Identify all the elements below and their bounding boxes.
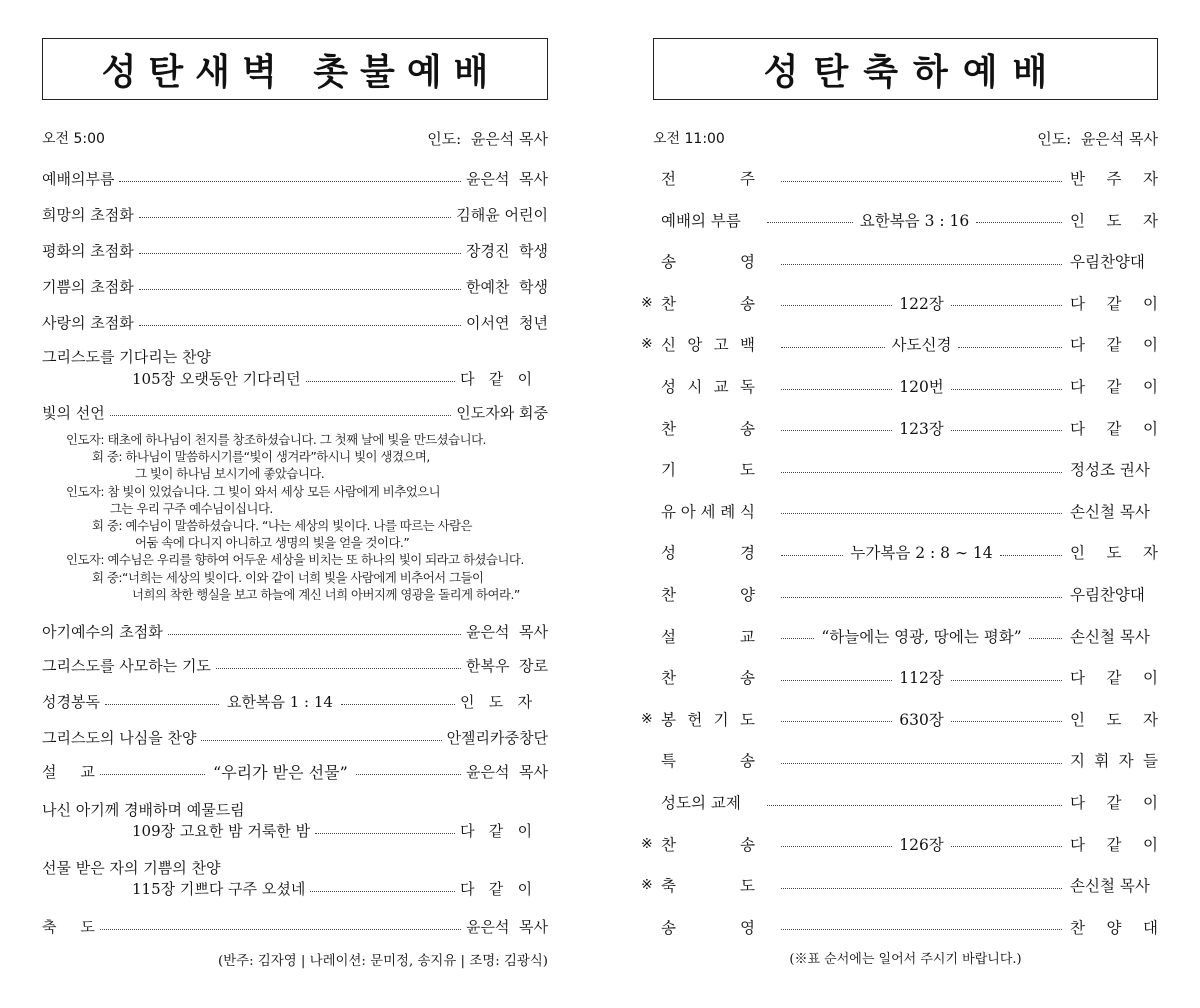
order-item-name-char: 기 [713, 710, 729, 729]
order-item-who-char: 이 [1143, 835, 1158, 854]
order-item-who [1070, 541, 1158, 563]
order-item-who [1070, 708, 1158, 730]
leader-dots [341, 704, 455, 705]
responsive-reading-line: 회 중:“너희는 세상의 빛이다. 이와 같이 너희 빛을 사람에게 비추어서 그들이 [92, 569, 484, 585]
order-item [641, 500, 1158, 522]
order-item-name-char: 앙 [687, 336, 703, 355]
order-item [42, 856, 548, 878]
order-item [42, 203, 548, 225]
order-item-name [657, 625, 769, 647]
order-item-who [1070, 500, 1158, 522]
order-item-who: 장경진 학생 [466, 241, 548, 260]
order-item-name: 예배의부름 [42, 169, 115, 188]
order-item-name-char: 송 [740, 669, 755, 688]
leader-dots [976, 222, 1062, 223]
order-item-name-char: 축 [661, 877, 676, 896]
order-item [42, 654, 548, 676]
order-item-detail: 126장 [899, 835, 944, 854]
order-item-detail: 630장 [899, 710, 944, 729]
order-item-name: 희망의 초점화 [42, 205, 134, 224]
order-item-name-char: 송 [740, 419, 755, 438]
order-item-who-char: 같 [1106, 669, 1122, 688]
order-item [641, 458, 1158, 480]
order-item-who-char: 도 [1106, 544, 1122, 563]
order-item [42, 690, 548, 712]
leader-dots [781, 888, 1062, 889]
standing-mark: ※ [641, 877, 653, 894]
order-item-who: 김해윤 어린이 [456, 205, 548, 224]
order-item-name-char: 예배의 부름 [661, 211, 741, 230]
order-item-who-char: 지 [1070, 752, 1085, 771]
order-item-name: 나신 아기께 경배하며 예물드림 [42, 800, 245, 819]
standing-note: (※표 순서에는 일어서 주시기 바랍니다.) [789, 952, 1022, 967]
order-item [641, 250, 1158, 272]
order-item-name: 평화의 초점화 [42, 241, 134, 260]
order-item [42, 760, 548, 782]
leader-dots [781, 347, 885, 348]
order-item-who [1070, 916, 1158, 938]
order-item-detail: 123장 [899, 419, 944, 438]
order-item [42, 726, 548, 748]
standing-mark: ※ [641, 294, 653, 311]
leader-dots [1029, 638, 1062, 639]
order-item [641, 874, 1158, 896]
order-item-who [1070, 666, 1158, 688]
order-item-who-char: 같 [1106, 794, 1122, 812]
order-item-who-char: 자 [1143, 170, 1158, 188]
order-item [641, 916, 1158, 938]
order-item [42, 620, 548, 642]
sermon-title: “우리가 받은 선물” [213, 762, 348, 782]
leader-dots [958, 347, 1062, 348]
order-item [641, 541, 1158, 563]
service-leader: 인도: 윤은석 목사 [427, 129, 548, 148]
order-item-name [657, 375, 769, 397]
order-item-name-char: 신 [661, 336, 676, 355]
order-item-who [1070, 791, 1158, 813]
order-item-name-char: 식 [740, 502, 755, 521]
order-item-name-char: 도 [740, 877, 755, 896]
order-item-name: 설 교 [42, 762, 95, 781]
order-item [42, 401, 548, 423]
order-item-who-char: 정성조 권사 [1070, 461, 1150, 480]
order-item-name [657, 541, 769, 563]
responsive-reading-line: 너희의 착한 행실을 보고 하늘에 계신 너희 아버지께 영광을 돌리게 하여라.” [132, 586, 520, 602]
order-item-name [657, 916, 769, 938]
order-item-who [1070, 167, 1158, 189]
order-item-who [1070, 458, 1158, 480]
leader-dots [139, 253, 461, 254]
order-item-who-char: 인 [1070, 710, 1085, 729]
order-item-name: 그리스도를 사모하는 기도 [42, 656, 211, 675]
order-item-who-char: 같 [1106, 336, 1122, 355]
order-item-sub [132, 819, 548, 841]
order-item-name: 선물 받은 자의 기쁨의 찬양 [42, 858, 221, 877]
leader-dots [216, 668, 461, 669]
order-item [641, 833, 1158, 855]
order-item-name-char: 찬 [661, 294, 676, 313]
leader-dots [781, 721, 892, 722]
order-item-who-char: 인 [1070, 544, 1085, 563]
order-item-name-char: 례 [720, 502, 736, 521]
leader-dots [781, 929, 1062, 930]
order-item-who-char: 손신철 목사 [1070, 877, 1150, 896]
responsive-reading-line: 그 빛이 하나님 보시기에 좋았습니다. [135, 466, 325, 482]
leader-dots [139, 217, 452, 218]
order-item [42, 239, 548, 261]
order-item-who-char: 다 [1070, 419, 1085, 438]
service-time: 오전 5:00 [42, 131, 105, 147]
order-item-name-char: 영 [740, 253, 755, 272]
order-item-who [1070, 625, 1158, 647]
hymn-title: 105장 오랫동안 기다리던 [132, 369, 301, 388]
order-item-who-char: 자 [1143, 211, 1158, 230]
leader-dots [781, 181, 1062, 182]
leader-dots [781, 680, 892, 681]
order-item-name-char: 영 [740, 918, 755, 937]
order-item-who [1070, 333, 1158, 355]
leader-dots [781, 763, 1062, 764]
order-item-who-char: 양 [1106, 918, 1122, 937]
order-item-name [657, 874, 769, 896]
order-item-who-char: 인 [1070, 211, 1085, 230]
leader-dots [781, 846, 892, 847]
order-item-who-char: 이 [1143, 294, 1158, 313]
order-item-who [1070, 209, 1158, 231]
order-item-name-char: 전 [661, 170, 676, 188]
order-item-who [1070, 250, 1158, 272]
order-item-who-char: 우림찬양대 [1070, 586, 1145, 604]
responsive-reading-line: 인도자: 태초에 하나님이 천지를 창조하셨습니다. 그 첫째 날에 빛을 만드셨습니다. [66, 432, 486, 447]
order-item [42, 311, 548, 333]
leader-dots [951, 389, 1062, 390]
order-item-name-char: 아 [680, 502, 696, 521]
order-item-who: 윤은석 목사 [466, 762, 548, 781]
order-item-who [1070, 874, 1158, 896]
order-item-name [657, 708, 769, 730]
order-item-who-char: 같 [1106, 378, 1122, 396]
order-item-name-char: 헌 [687, 710, 703, 729]
leader-dots [201, 740, 441, 741]
order-item-name-char: 독 [739, 378, 755, 396]
order-item-name: 그리스도의 나심을 찬양 [42, 728, 197, 747]
responsive-reading-line: 인도자: 참 빛이 있었습니다. 그 빛이 와서 세상 모든 사람에게 비추었으니 [66, 483, 441, 499]
leader-dots [781, 513, 1062, 514]
leader-dots [951, 846, 1062, 847]
order-item [641, 167, 1158, 189]
leader-dots [781, 638, 814, 639]
order-item-name-char: 송 [740, 294, 755, 313]
order-item-name-char: 교 [740, 627, 755, 646]
order-item-name-char: 고 [713, 336, 729, 355]
order-item-who-char: 이 [1143, 336, 1158, 355]
responsive-reading-line: 회 중: 하나님이 말씀하시기를“빛이 생겨라”하시니 빛이 생겼으며, [92, 449, 430, 465]
order-item-name-char: 기 [661, 461, 676, 480]
hymn-title: 109장 고요한 밤 거룩한 밤 [132, 821, 311, 840]
order-item-name [657, 417, 769, 439]
order-item-who: 다 같 이 [460, 369, 533, 388]
leader-dots [306, 381, 455, 382]
order-item-who-char: 우림찬양대 [1070, 253, 1145, 272]
order-item-who-char: 손신철 목사 [1070, 627, 1150, 646]
leader-dots [100, 774, 205, 775]
leader-dots [951, 721, 1062, 722]
order-item-name-char: 찬 [661, 586, 676, 604]
leader-dots [356, 774, 461, 775]
leader-dots [100, 929, 461, 930]
order-item [641, 625, 1158, 647]
order-item-who: 이서연 청년 [466, 313, 548, 332]
order-item-name-char: 도 [740, 461, 755, 480]
order-item [641, 749, 1158, 771]
order-item-name-char: 성도의 교제 [661, 794, 741, 812]
order-item-name-char: 교 [713, 378, 729, 396]
leader-dots [951, 430, 1062, 431]
order-item-name: 기쁨의 초점화 [42, 277, 134, 296]
leader-dots [119, 181, 461, 182]
order-item-name-char: 봉 [661, 710, 676, 729]
order-item-who-char: 다 [1070, 794, 1085, 812]
standing-mark: ※ [641, 336, 653, 353]
leader-dots [139, 289, 461, 290]
order-item [42, 345, 548, 367]
order-item-detail: “하늘에는 영광, 땅에는 평화” [821, 627, 1022, 646]
order-item-who: 다 같 이 [460, 821, 533, 840]
leader-dots [781, 597, 1062, 598]
order-item-who-char: 대 [1143, 918, 1158, 937]
order-item-who-char: 다 [1070, 835, 1085, 854]
order-item-name-char: 성 [661, 378, 676, 396]
order-item [641, 375, 1158, 397]
responsive-reading-line: 인도자: 예수님은 우리를 향하여 어두운 세상을 비치는 또 하나의 빛이 되라고 하셨습니다. [66, 552, 524, 568]
leader-dots [781, 264, 1062, 265]
order-item-name-char: 주 [740, 170, 755, 188]
page-title: 성탄축하예배 [653, 38, 1158, 100]
christmas-service-panel [641, 38, 1158, 998]
order-item-who [1070, 833, 1158, 855]
order-item-who [1070, 417, 1158, 439]
order-item-who [1070, 375, 1158, 397]
leader-dots [105, 704, 219, 705]
order-item-name [657, 250, 769, 272]
order-item-sub [132, 367, 548, 389]
order-item-who-char: 이 [1143, 794, 1158, 812]
leader-dots [951, 680, 1062, 681]
responsive-reading-line: 어둠 속에 다니지 아니하고 생명의 빛을 얻을 것이다.” [135, 535, 410, 551]
order-item-who: 윤은석 목사 [466, 622, 548, 641]
scripture-ref: 요한복음 1 : 14 [227, 692, 333, 711]
order-item-who-char: 자 [1118, 752, 1134, 771]
order-item-name [657, 749, 769, 771]
responsive-reading-line: 그는 우리 구주 예수님이십니다. [110, 500, 273, 516]
order-item-name [657, 791, 755, 813]
service-leader: 인도: 윤은석 목사 [1037, 129, 1158, 148]
order-item-who-char: 같 [1106, 419, 1122, 438]
order-item-name: 축 도 [42, 917, 95, 936]
order-item [641, 417, 1158, 439]
order-item-who-char: 다 [1070, 336, 1085, 355]
leader-dots [110, 415, 452, 416]
leader-dots [310, 891, 455, 892]
order-item-detail: 사도신경 [891, 336, 952, 355]
order-item-detail: 누가복음 2 : 8 ∼ 14 [850, 544, 993, 563]
order-item-who-char: 반 [1070, 170, 1085, 188]
order-item [641, 791, 1158, 813]
order-item-name-char: 세 [700, 502, 716, 521]
order-item-detail: 122장 [899, 294, 944, 313]
order-item-name [657, 333, 769, 355]
order-item [641, 209, 1158, 231]
order-item-who [1070, 749, 1158, 771]
leader-dots [781, 389, 892, 390]
order-item-name-char: 송 [661, 918, 676, 937]
order-item [42, 275, 548, 297]
order-item-name-char: 찬 [661, 835, 676, 854]
order-item-who-char: 손신철 목사 [1070, 502, 1150, 521]
order-item-name-char: 특 [661, 752, 676, 771]
order-item [641, 708, 1158, 730]
leader-dots [1000, 555, 1062, 556]
leader-dots [951, 305, 1062, 306]
order-item-name: 사랑의 초점화 [42, 313, 134, 332]
order-item-who-char: 다 [1070, 378, 1085, 396]
order-item-who-char: 찬 [1070, 918, 1085, 937]
order-item-name-char: 찬 [661, 419, 676, 438]
service-time: 오전 11:00 [653, 131, 725, 147]
order-item-who-char: 다 [1070, 669, 1085, 688]
order-item [42, 798, 548, 820]
order-item-who [1070, 292, 1158, 314]
order-item-who-char: 주 [1106, 170, 1122, 188]
hymn-title: 115장 기쁘다 구주 오셨네 [132, 879, 306, 898]
order-item-name-char: 양 [740, 586, 755, 604]
order-item-who: 윤은석 목사 [466, 917, 548, 936]
order-item-who-char: 같 [1106, 835, 1122, 854]
order-item-who-char: 자 [1143, 710, 1158, 729]
order-item-name-char: 송 [740, 835, 755, 854]
order-item-who-char: 이 [1143, 669, 1158, 688]
order-item-who-char: 도 [1106, 211, 1122, 230]
order-item-name [657, 292, 769, 314]
order-item-detail: 120번 [899, 378, 944, 396]
order-item-who-char: 이 [1143, 378, 1158, 396]
leader-dots [781, 430, 892, 431]
order-item-who-char: 휘 [1094, 752, 1110, 771]
order-item-name-char: 설 [661, 627, 676, 646]
order-item-who [1070, 583, 1158, 605]
order-item-who-char: 같 [1106, 294, 1122, 313]
order-item-name: 그리스도를 기다리는 찬양 [42, 347, 211, 366]
leader-dots [767, 222, 853, 223]
leader-dots [781, 555, 843, 556]
order-item-who: 인도자와 회중 [456, 403, 548, 422]
order-item-name-char: 유 [661, 502, 676, 521]
order-item-name [657, 209, 755, 231]
standing-mark: ※ [641, 835, 653, 852]
order-item-name-char: 백 [739, 336, 755, 355]
order-item-who: 한예찬 학생 [466, 277, 548, 296]
order-item-name [657, 833, 769, 855]
order-item [641, 583, 1158, 605]
order-item [641, 292, 1158, 314]
order-item [641, 666, 1158, 688]
order-item-name: 아기예수의 초점화 [42, 622, 163, 641]
leader-dots [767, 805, 1062, 806]
order-item-who: 한복우 장로 [466, 656, 548, 675]
order-item-name [657, 458, 769, 480]
responsive-reading-line: 회 중: 예수님이 말씀하셨습니다. “나는 세상의 빛이다. 나를 따르는 사람은 [92, 518, 473, 533]
leader-dots [781, 305, 892, 306]
leader-dots [315, 833, 455, 834]
order-item-name-char: 경 [740, 544, 755, 563]
leader-dots [139, 325, 461, 326]
order-item [42, 167, 548, 189]
standing-mark: ※ [641, 710, 653, 727]
order-item-who: 다 같 이 [460, 879, 533, 898]
leader-dots [168, 634, 461, 635]
order-item-name [657, 500, 769, 522]
credits-footer: (반주: 김자영 | 나레이션: 문미정, 송지유 | 조명: 김광식) [217, 954, 548, 969]
order-item-name [657, 666, 769, 688]
order-item-who-char: 들 [1142, 752, 1158, 771]
order-item-who-char: 도 [1106, 710, 1122, 729]
order-item-who-char: 다 [1070, 294, 1085, 313]
dawn-service-panel [42, 38, 548, 998]
order-item [641, 333, 1158, 355]
order-item-name-char: 송 [661, 253, 676, 272]
order-item-who: 인 도 자 [460, 692, 533, 711]
order-item-name-char: 성 [661, 544, 676, 563]
order-item-who-char: 이 [1143, 419, 1158, 438]
order-item-who: 윤은석 목사 [466, 169, 548, 188]
order-item-name-char: 도 [739, 710, 755, 729]
order-item-detail: 요한복음 3 : 16 [859, 211, 970, 230]
service-time-row [653, 127, 1158, 149]
order-item-name-char: 찬 [661, 669, 676, 688]
service-time-row [42, 127, 548, 149]
leader-dots [781, 472, 1062, 473]
order-item-name: 빛의 선언 [42, 403, 105, 422]
order-item-sub [132, 877, 548, 899]
page-title: 성탄새벽 촛불예배 [42, 38, 548, 100]
order-item [42, 915, 548, 937]
order-item-who-char: 자 [1143, 544, 1158, 563]
order-item-name: 성경봉독 [42, 692, 100, 711]
order-item-name-char: 송 [740, 752, 755, 771]
order-item-name [657, 583, 769, 605]
order-item-who: 안젤리카중창단 [446, 728, 548, 747]
order-item-name-char: 시 [687, 378, 703, 396]
order-item-name [657, 167, 769, 189]
order-item-detail: 112장 [899, 669, 944, 688]
